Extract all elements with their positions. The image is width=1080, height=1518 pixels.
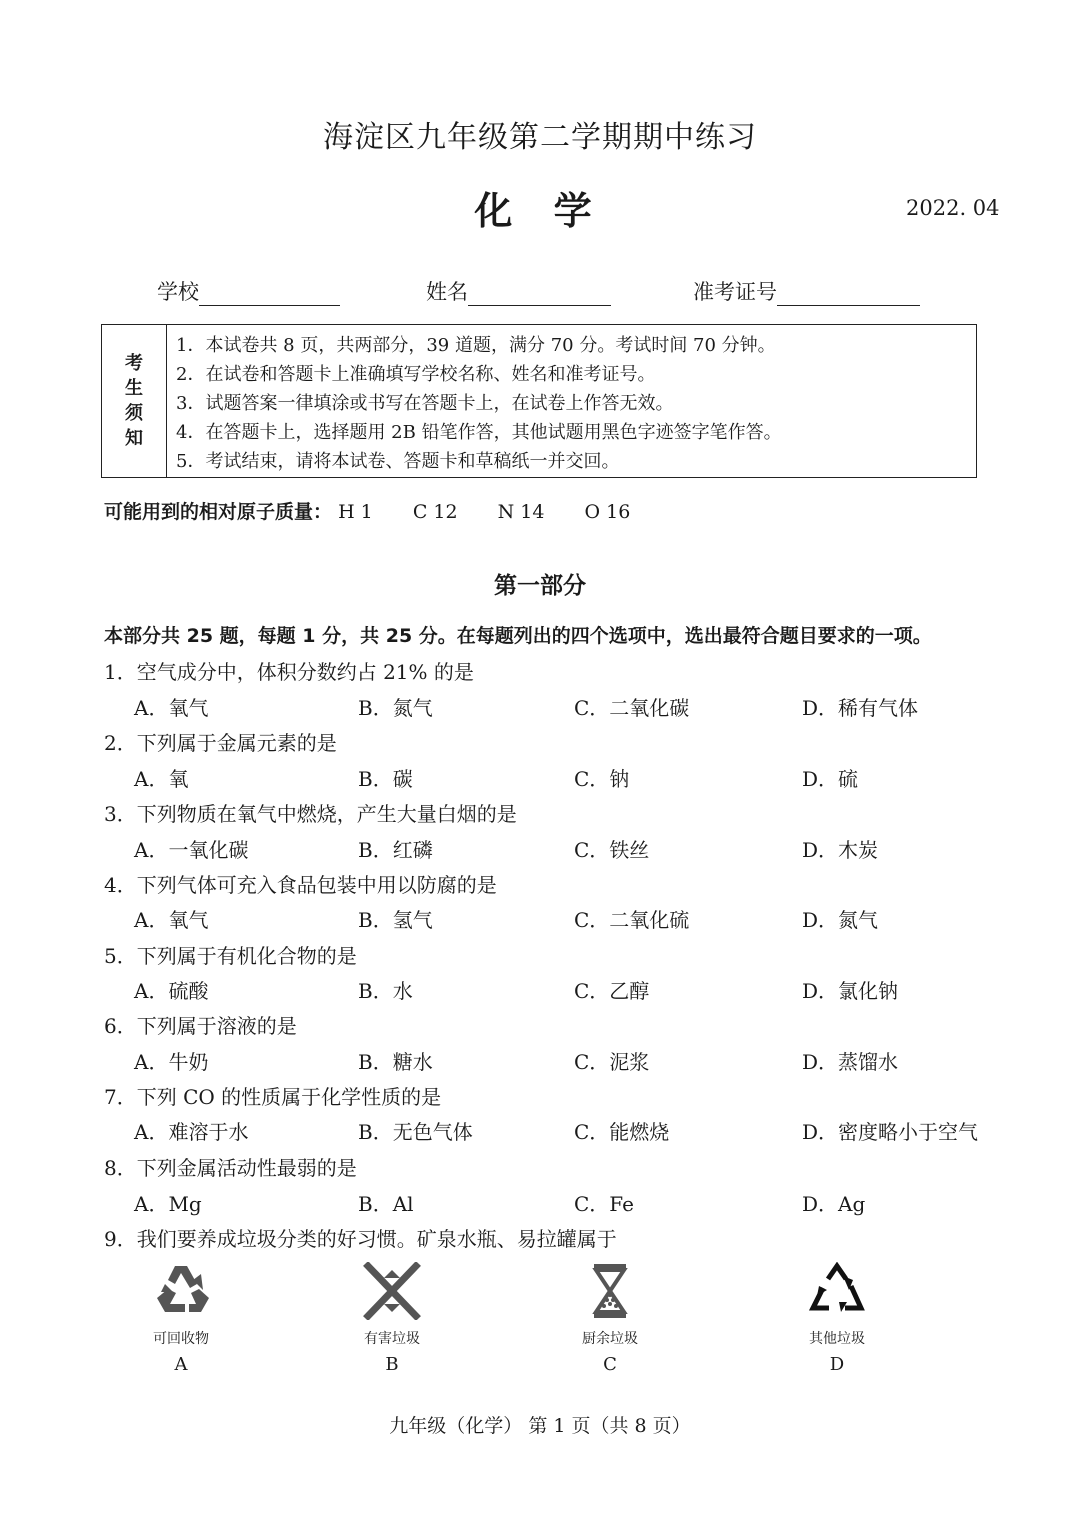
option: D．硫 (802, 767, 859, 791)
notice-item: 4．在答题卡上，选择题用 2B 铅笔作答，其他试题用黑色字迹签字笔作答。 (176, 422, 782, 443)
school-label: 学校 (157, 280, 199, 304)
atomic-masses (104, 497, 664, 524)
exam-id-field (693, 276, 920, 306)
waste-symbol-a (121, 1262, 241, 1375)
notice-item: 2．在试卷和答题卡上准确填写学校名称、姓名和准考证号。 (176, 364, 656, 385)
question-stem: 2．下列属于金属元素的是 (104, 731, 337, 755)
option: C．泥浆 (574, 1050, 650, 1074)
question-stem: 7．下列 CO 的性质属于化学性质的是 (104, 1085, 442, 1109)
option: C．乙醇 (574, 979, 650, 1003)
page-footer: 九年级（化学） 第 1 页（共 8 页） (389, 1415, 691, 1437)
option: C．铁丝 (574, 838, 650, 862)
waste-caption: 其他垃圾 (809, 1331, 865, 1347)
notice-label-char: 须 (125, 403, 143, 424)
notice-item: 1．本试卷共 8 页，共两部分，39 道题，满分 70 分。考试时间 70 分钟。 (176, 335, 776, 356)
question-stem: 4．下列气体可充入食品包装中用以防腐的是 (104, 873, 497, 897)
notice-label (102, 325, 167, 477)
recyclable-icon (149, 1262, 213, 1320)
subject-title: 化 学 (474, 188, 606, 233)
exam-id-blank (777, 281, 920, 306)
waste-letter: C (603, 1354, 617, 1375)
option: A．氧 (134, 767, 189, 791)
waste-symbol-b (332, 1262, 452, 1375)
candidate-notice-box (101, 324, 977, 478)
school-field (157, 276, 340, 306)
option: C．二氧化硫 (574, 908, 690, 932)
name-blank (468, 281, 611, 306)
option: D．蒸馏水 (802, 1050, 899, 1074)
atomic-mass-value: H 1 (338, 501, 373, 523)
option: A．难溶于水 (134, 1120, 249, 1144)
waste-letter: A (174, 1354, 188, 1375)
question-stem: 1．空气成分中，体积分数约占 21% 的是 (104, 660, 474, 684)
name-label: 姓名 (426, 280, 468, 304)
option: B．Al (358, 1192, 414, 1216)
part-one-title: 第一部分 (494, 573, 586, 599)
option: A．Mg (134, 1192, 202, 1216)
option: B．无色气体 (358, 1120, 473, 1144)
option: A．氧气 (134, 908, 209, 932)
option: C．钠 (574, 767, 630, 791)
notice-label-char: 生 (125, 378, 143, 399)
option: D．氯化钠 (802, 979, 899, 1003)
exam-date: 2022. 04 (906, 196, 1000, 220)
question-stem: 8．下列金属活动性最弱的是 (104, 1156, 357, 1180)
other-waste-icon (805, 1262, 869, 1320)
option: A．牛奶 (134, 1050, 209, 1074)
notice-label-char: 知 (125, 428, 143, 449)
school-blank (199, 281, 340, 306)
question-stem: 6．下列属于溶液的是 (104, 1014, 297, 1038)
option: D．稀有气体 (802, 696, 919, 720)
name-field (426, 276, 611, 306)
option: A．硫酸 (134, 979, 209, 1003)
waste-caption: 可回收物 (153, 1331, 209, 1347)
notice-label-char: 考 (125, 353, 143, 374)
waste-letter: B (385, 1354, 399, 1375)
option: B．氢气 (358, 908, 433, 932)
atomic-masses-label: 可能用到的相对原子质量： (104, 501, 333, 523)
waste-caption: 厨余垃圾 (582, 1331, 638, 1347)
option: A．氧气 (134, 696, 209, 720)
notice-item: 5．考试结束，请将本试卷、答题卡和草稿纸一并交回。 (176, 451, 620, 472)
option: C．Fe (574, 1192, 634, 1216)
waste-symbol-d (777, 1262, 897, 1375)
hazardous-waste-icon (360, 1262, 424, 1320)
question-stem: 3．下列物质在氧气中燃烧，产生大量白烟的是 (104, 802, 517, 826)
atomic-mass-value: N 14 (497, 501, 545, 523)
part-one-instruction: 本部分共 25 题，每题 1 分，共 25 分。在每题列出的四个选项中，选出最符合题目要求的一项。 (104, 625, 932, 647)
option: B．红磷 (358, 838, 433, 862)
atomic-mass-value: O 16 (584, 501, 631, 523)
waste-letter: D (829, 1354, 845, 1375)
waste-caption: 有害垃圾 (364, 1331, 420, 1347)
option: A．一氧化碳 (134, 838, 249, 862)
option: B．水 (358, 979, 413, 1003)
option: C．二氧化碳 (574, 696, 690, 720)
option: B．氮气 (358, 696, 433, 720)
option: D．Ag (802, 1192, 866, 1216)
question-stem: 5．下列属于有机化合物的是 (104, 944, 357, 968)
option: B．碳 (358, 767, 413, 791)
notice-items (176, 331, 972, 476)
kitchen-waste-icon (578, 1262, 642, 1320)
option: D．氮气 (802, 908, 879, 932)
notice-item: 3．试题答案一律填涂或书写在答题卡上，在试卷上作答无效。 (176, 393, 674, 414)
page-title: 海淀区九年级第二学期期中练习 (323, 120, 757, 155)
option: B．糖水 (358, 1050, 433, 1074)
option: D．密度略小于空气 (802, 1120, 979, 1144)
exam-id-label: 准考证号 (693, 280, 777, 304)
waste-symbol-c (550, 1262, 670, 1375)
atomic-mass-value: C 12 (412, 501, 458, 523)
option: C．能燃烧 (574, 1120, 670, 1144)
question-stem: 9．我们要养成垃圾分类的好习惯。矿泉水瓶、易拉罐属于 (104, 1227, 617, 1251)
option: D．木炭 (802, 838, 879, 862)
